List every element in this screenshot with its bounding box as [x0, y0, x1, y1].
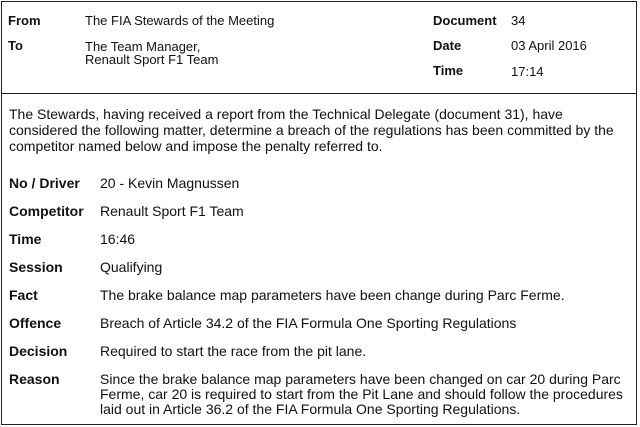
document-frame: [1, 1, 637, 425]
offence-label: Offence: [9, 315, 62, 331]
time-field-value: 16:46: [100, 231, 136, 247]
session-value: Qualifying: [100, 259, 163, 275]
time-field-label: Time: [9, 231, 42, 247]
from-value: The FIA Stewards of the Meeting: [85, 13, 275, 28]
fact-value: The brake balance map parameters have been change during Parc Ferme.: [100, 287, 565, 303]
intro-paragraph: The Stewards, having received a report from the Technical Delegate (document 31), have considered the following matter, determine a breach of the regulations has been committed by the competitor named below and impose the penalty referred to.: [9, 106, 614, 154]
session-label: Session: [9, 259, 63, 275]
date-value: 03 April 2016: [511, 38, 587, 53]
driver-label: No / Driver: [9, 175, 80, 191]
competitor-label: Competitor: [9, 203, 84, 219]
decision-value: Required to start the race from the pit lane.: [100, 343, 367, 359]
driver-value: 20 - Kevin Magnussen: [100, 175, 240, 191]
fact-label: Fact: [9, 287, 38, 303]
competitor-value: Renault Sport F1 Team: [100, 203, 244, 219]
date-label: Date: [433, 38, 462, 53]
reason-value: Since the brake balance map parameters have been changed on car 20 during Parc Ferme, car 20 is required to start from the Pit Lane and should follow the procedures laid out in Article 36.2 of the FIA Formula One Sporting Regulations.: [100, 371, 623, 417]
reason-label: Reason: [9, 371, 60, 387]
time-label: Time: [433, 63, 464, 78]
document-value: 34: [511, 13, 526, 28]
document-label: Document: [433, 13, 497, 28]
from-label: From: [8, 13, 41, 28]
time-value: 17:14: [511, 64, 544, 79]
offence-value: Breach of Article 34.2 of the FIA Formula One Sporting Regulations: [100, 315, 517, 331]
to-value-line1: The Team Manager,: [85, 39, 201, 54]
decision-label: Decision: [9, 343, 68, 359]
document-header: [2, 2, 636, 94]
to-label: To: [8, 38, 23, 53]
to-value-line2: Renault Sport F1 Team: [85, 52, 219, 67]
